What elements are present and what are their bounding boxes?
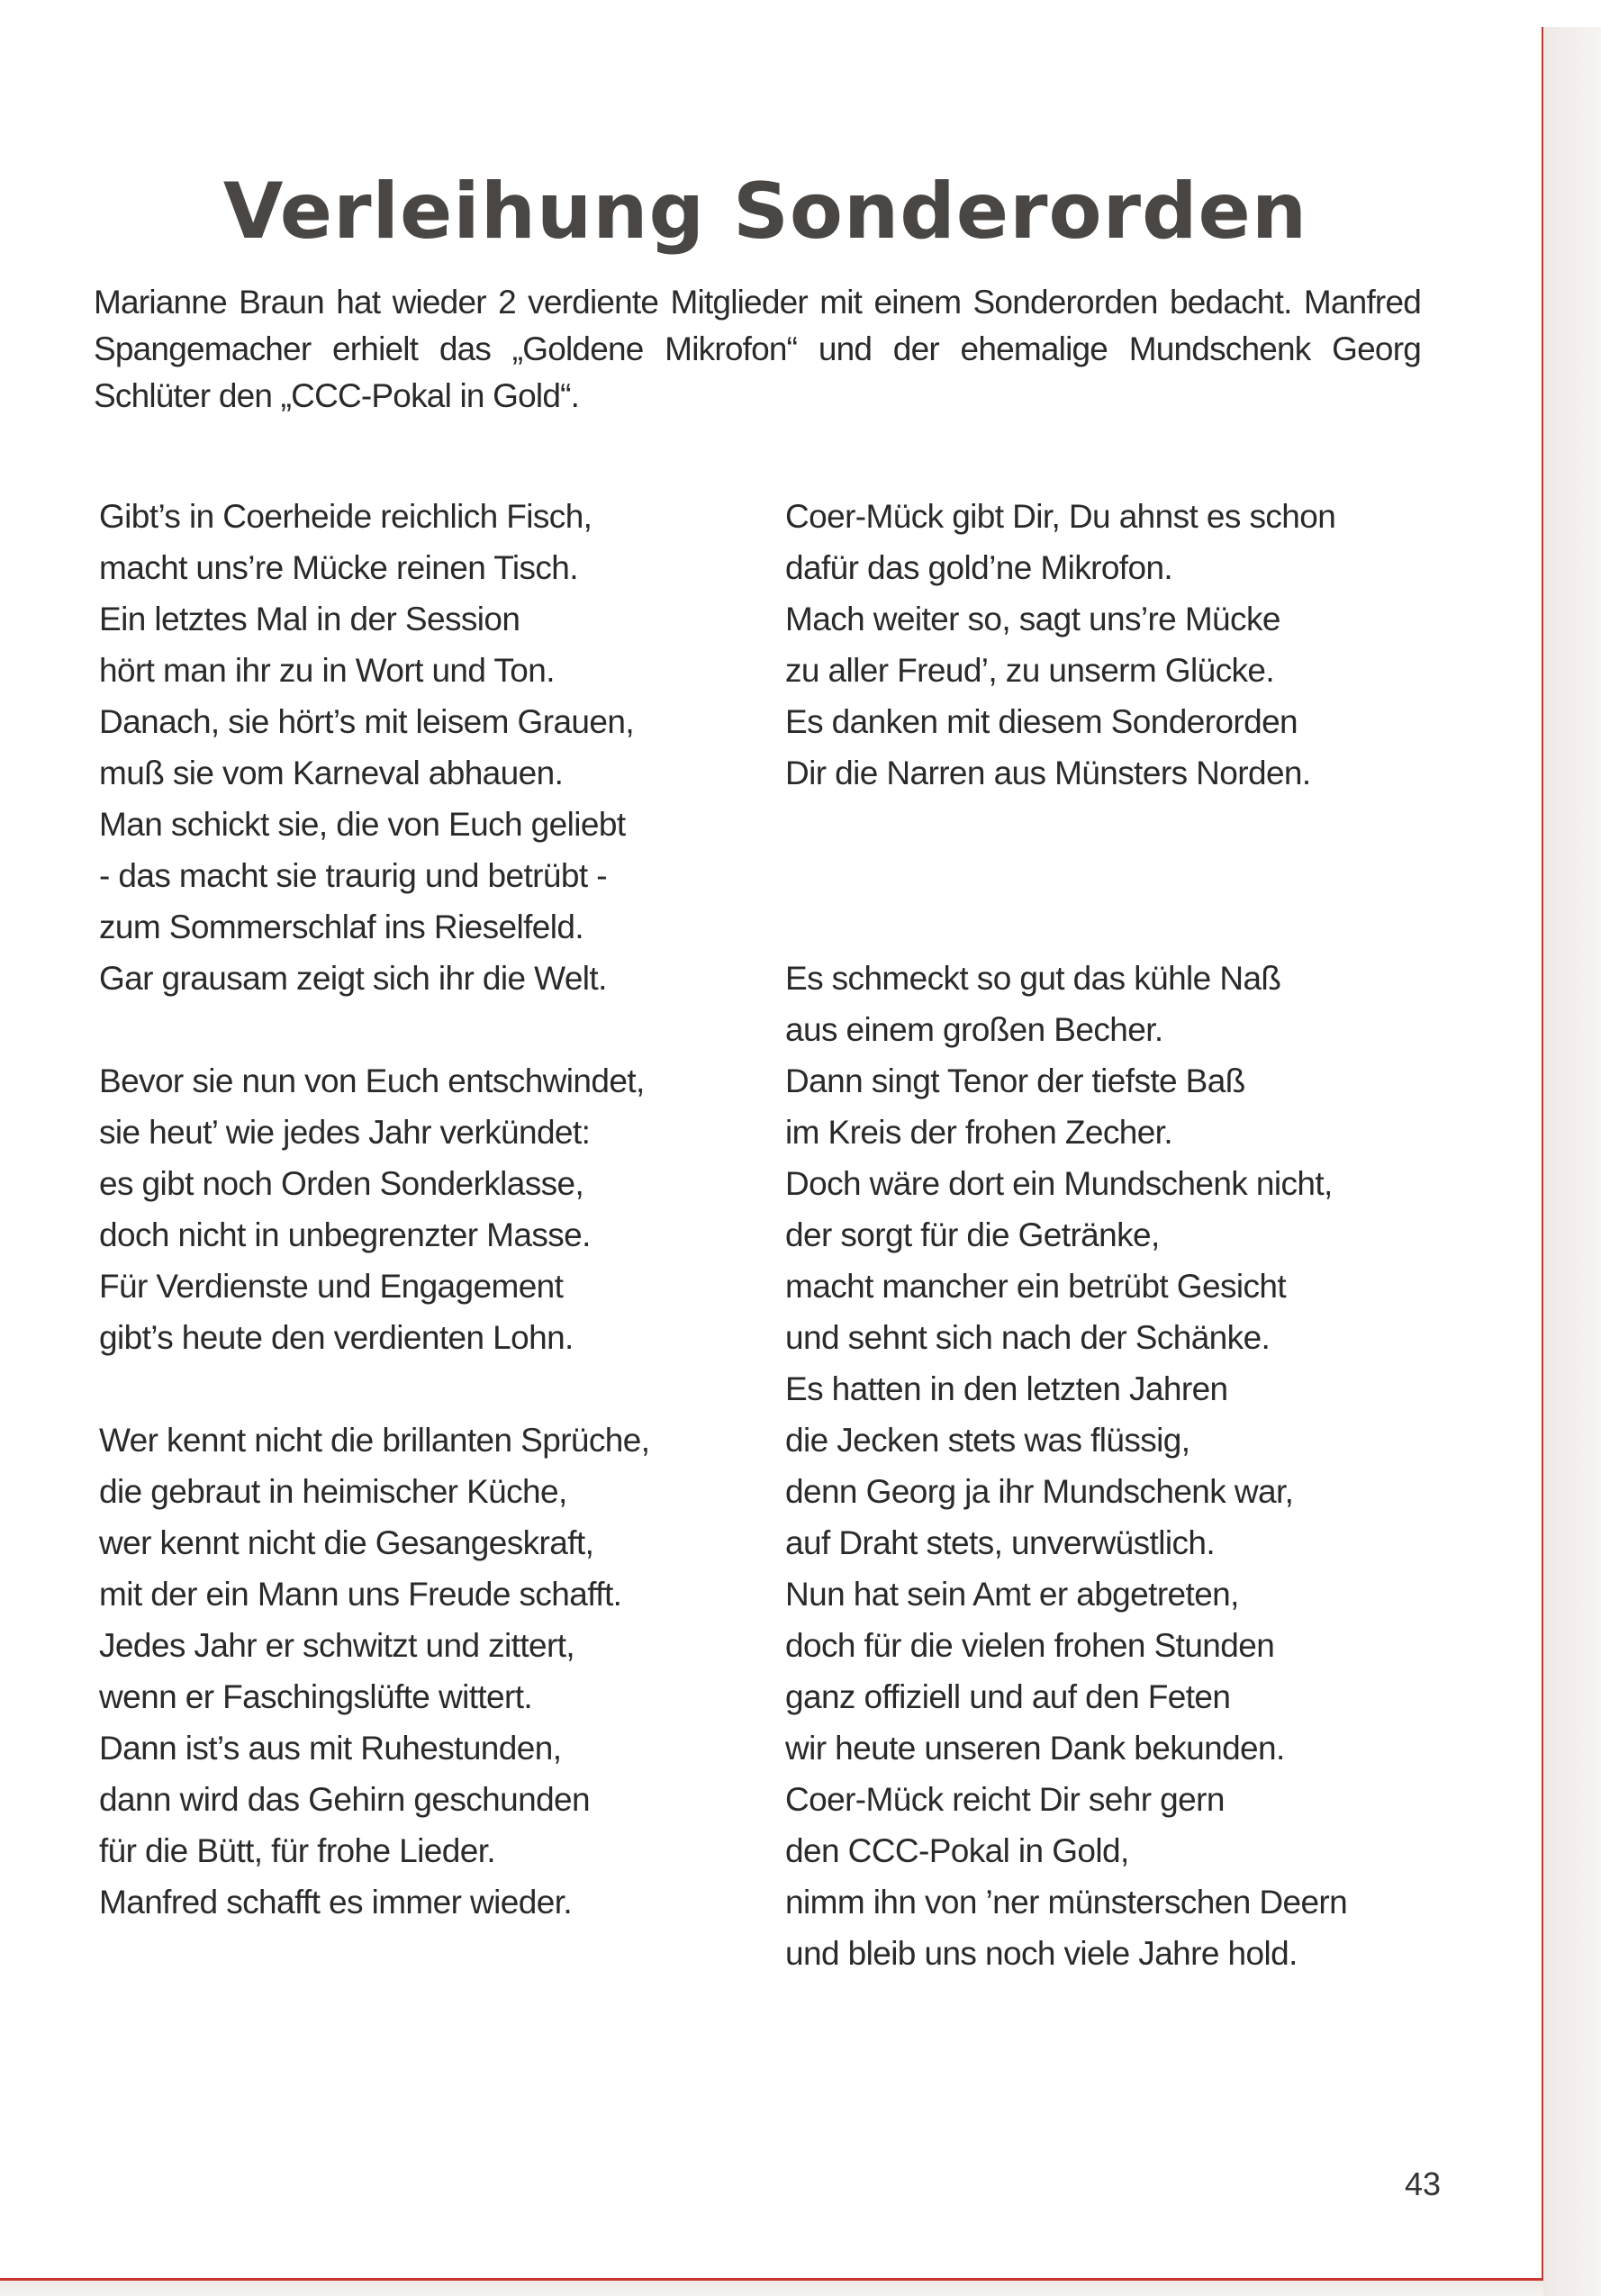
page-bottom-edge — [0, 2278, 1543, 2296]
poem-line: Coer-Mück reicht Dir sehr gern — [785, 1781, 1225, 1818]
poem-line: Bevor sie nun von Euch entschwindet, — [99, 1062, 645, 1099]
poem-line: sie heut’ wie jedes Jahr verkündet: — [99, 1114, 591, 1151]
poem-line: hört man ihr zu in Wort und Ton. — [99, 652, 555, 689]
poem-line: die Jecken stets was flüssig, — [785, 1422, 1190, 1459]
intro-paragraph: Marianne Braun hat wieder 2 verdiente Mitglieder mit einem Sonderorden bedacht. Manfred Spangemacher erhielt das „Goldene Mikrofon“ und der ehemalige Mundschenk Georg Schlüter den „CCC-Pokal in Gold“. — [94, 284, 1421, 414]
poem-line: Dir die Narren aus Münsters Norden. — [785, 755, 1311, 791]
stanza-spacer — [785, 799, 1506, 953]
poem-stanza — [785, 953, 1506, 1979]
poem-line: dafür das gold’ne Mikrofon. — [785, 549, 1173, 586]
poem-line: den CCC-Pokal in Gold, — [785, 1832, 1129, 1869]
poem-line: wenn er Faschingslüfte wittert. — [99, 1678, 533, 1715]
poem-line: Dann ist’s aus mit Ruhestunden, — [99, 1730, 562, 1767]
poem-stanza — [785, 491, 1506, 799]
right-column — [785, 491, 1506, 1979]
poem-line: doch für die vielen frohen Stunden — [785, 1627, 1275, 1664]
poem-line: Danach, sie hört’s mit leisem Grauen, — [99, 703, 635, 740]
poem-line: nimm ihn von ’ner münsterschen Deern — [785, 1884, 1348, 1921]
left-column — [99, 491, 783, 1928]
poem-line: für die Bütt, für frohe Lieder. — [99, 1832, 496, 1869]
poem-line: wer kennt nicht die Gesangeskraft, — [99, 1524, 594, 1561]
poem-line: Man schickt sie, die von Euch geliebt — [99, 806, 626, 843]
poem-line: und sehnt sich nach der Schänke. — [785, 1319, 1271, 1356]
poem-line: die gebraut in heimischer Küche, — [99, 1473, 567, 1510]
poem-line: wir heute unseren Dank bekunden. — [785, 1730, 1285, 1767]
poem-line: Gar grausam zeigt sich ihr die Welt. — [99, 960, 607, 997]
poem-line: denn Georg ja ihr Mundschenk war, — [785, 1473, 1294, 1510]
poem-line: - das macht sie traurig und betrübt - — [99, 857, 607, 894]
poem-stanza — [99, 1415, 783, 1928]
poem-line: aus einem großen Becher. — [785, 1011, 1163, 1048]
poem-line: gibt’s heute den verdienten Lohn. — [99, 1319, 574, 1356]
poem-line: Coer-Mück gibt Dir, Du ahnst es schon — [785, 498, 1336, 535]
poem-line: Manfred schafft es immer wieder. — [99, 1884, 573, 1921]
poem-line: Für Verdienste und Engagement — [99, 1268, 564, 1305]
poem-line: ganz offiziell und auf den Feten — [785, 1678, 1231, 1715]
poem-line: im Kreis der frohen Zecher. — [785, 1114, 1173, 1151]
poem-line: Wer kennt nicht die brillanten Sprüche, — [99, 1422, 650, 1459]
poem-line: Es hatten in den letzten Jahren — [785, 1370, 1228, 1407]
stanza-spacer — [99, 1004, 783, 1055]
page-number: 43 — [1404, 2165, 1441, 2202]
page-title: Verleihung Sonderorden — [222, 167, 1308, 257]
poem-line: mit der ein Mann uns Freude schafft. — [99, 1576, 622, 1613]
poem-line: dann wird das Gehirn geschunden — [99, 1781, 590, 1818]
poem-line: Mach weiter so, sagt uns’re Mücke — [785, 601, 1280, 637]
poem-stanza — [99, 491, 783, 1004]
poem-line: Es danken mit diesem Sonderorden — [785, 703, 1298, 740]
poem-line: Jedes Jahr er schwitzt und zittert, — [99, 1627, 575, 1664]
poem-line: der sorgt für die Getränke, — [785, 1216, 1160, 1253]
page-edge-red-line — [1542, 27, 1543, 2278]
poem-line: Es schmeckt so gut das kühle Naß — [785, 960, 1281, 997]
page-edge-shadow — [1543, 27, 1601, 2296]
poem-line: es gibt noch Orden Sonderklasse, — [99, 1165, 584, 1202]
poem-line: muß sie vom Karneval abhauen. — [99, 755, 564, 791]
poem-line: doch nicht in unbegrenzter Masse. — [99, 1216, 591, 1253]
poem-line: und bleib uns noch viele Jahre hold. — [785, 1935, 1298, 1972]
poem-line: zu aller Freud’, zu unserm Glücke. — [785, 652, 1275, 689]
poem-line: Gibt’s in Coerheide reichlich Fisch, — [99, 498, 592, 535]
stanza-spacer — [99, 1363, 783, 1415]
poem-line: macht uns’re Mücke reinen Tisch. — [99, 549, 578, 586]
poem-line: Ein letztes Mal in der Session — [99, 601, 520, 637]
poem-line: Nun hat sein Amt er abgetreten, — [785, 1576, 1239, 1613]
poem-line: Dann singt Tenor der tiefste Baß — [785, 1062, 1245, 1099]
poem-line: zum Sommerschlaf ins Rieselfeld. — [99, 908, 584, 945]
poem-stanza — [99, 1055, 783, 1363]
poem-line: Doch wäre dort ein Mundschenk nicht, — [785, 1165, 1333, 1202]
poem-line: macht mancher ein betrübt Gesicht — [785, 1268, 1287, 1305]
poem-line: auf Draht stets, unverwüstlich. — [785, 1524, 1215, 1561]
